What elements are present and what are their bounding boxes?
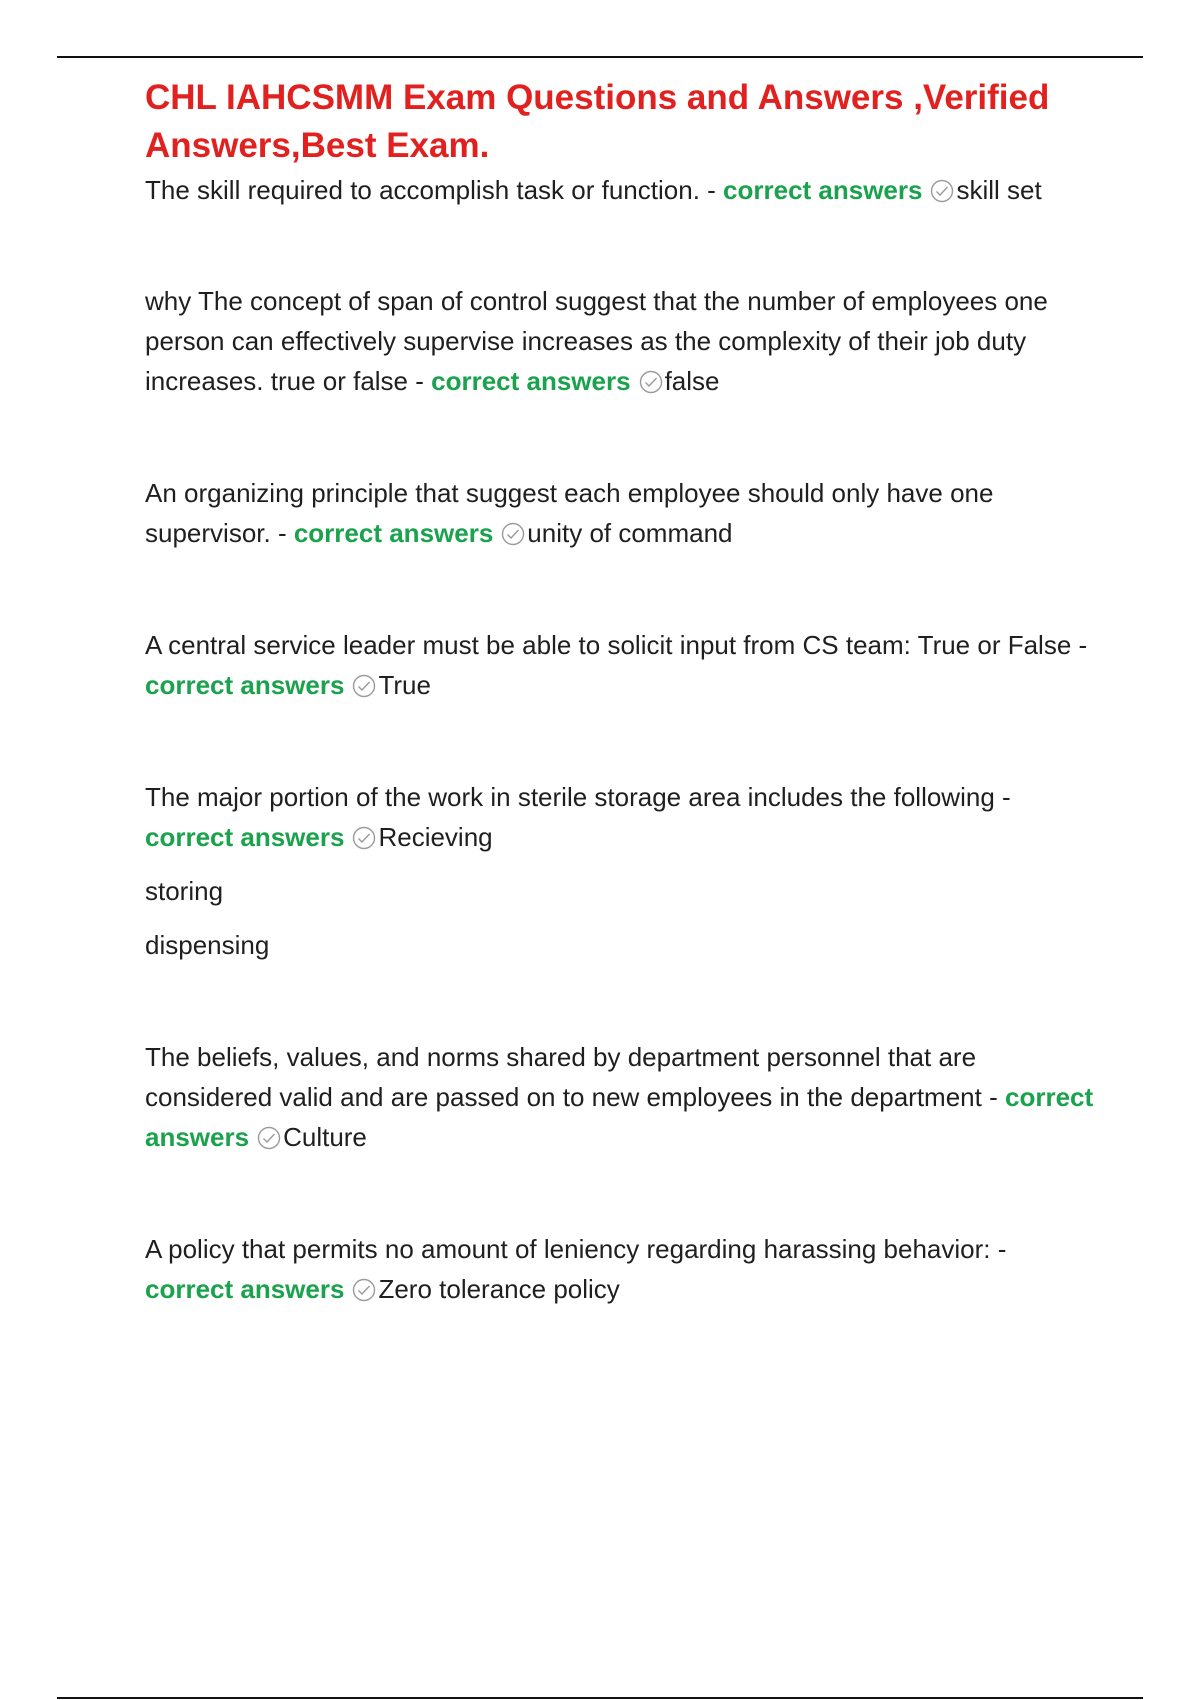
question-text: The beliefs, values, and norms shared by department personnel that are considered valid and are passed on to new employees in the department - — [145, 1042, 998, 1112]
question-text: A central service leader must be able to solicit input from CS team: True or False - — [145, 630, 1088, 660]
qa-item — [145, 281, 1095, 401]
question-text: why The concept of span of control suggest that the number of employees one person can effectively supervise increases as the complexity of their job duty increases. true or false - — [145, 286, 1048, 396]
answer-text: True — [378, 670, 431, 700]
check-circle-icon — [352, 1278, 376, 1302]
correct-answers-label: correct answers — [145, 1082, 1094, 1152]
answer-text: Culture — [283, 1122, 367, 1152]
correct-answers-label: correct answers — [293, 518, 494, 548]
qa-item — [145, 625, 1095, 705]
question-text: The skill required to accomplish task or function. - — [145, 175, 716, 205]
answer-continuation: dispensing — [145, 930, 270, 960]
qa-item — [145, 1229, 1095, 1309]
qa-item — [145, 777, 1095, 857]
check-circle-icon — [930, 179, 954, 203]
check-circle-icon — [352, 826, 376, 850]
document-title: CHL IAHCSMM Exam Questions and Answers ,Verified Answers,Best Exam. — [145, 78, 1050, 165]
answer-text: false — [664, 366, 720, 396]
correct-answers-label: correct answers — [145, 1274, 345, 1304]
check-circle-icon — [639, 370, 663, 394]
qa-item — [145, 473, 1095, 553]
qa-item — [145, 170, 1095, 210]
correct-answers-label: correct answers — [723, 175, 923, 205]
question-text: A policy that permits no amount of leniency regarding harassing behavior: - — [145, 1234, 1007, 1264]
answer-text: unity of command — [527, 518, 733, 548]
question-text: An organizing principle that suggest each employee should only have one supervisor. - — [145, 478, 994, 548]
correct-answers-label: correct answers — [145, 670, 345, 700]
answer-text: Zero tolerance policy — [378, 1274, 620, 1304]
check-circle-icon — [352, 674, 376, 698]
top-rule — [57, 56, 1143, 58]
document-body — [145, 74, 1095, 1309]
correct-answers-label: correct answers — [145, 822, 345, 852]
answer-continuation: storing — [145, 876, 224, 906]
check-circle-icon — [257, 1126, 281, 1150]
check-circle-icon — [501, 522, 525, 546]
correct-answers-label: correct answers — [431, 366, 631, 396]
question-text: The major portion of the work in sterile storage area includes the following - — [145, 782, 1011, 812]
answer-text: Recieving — [378, 822, 493, 852]
bottom-rule — [57, 1697, 1143, 1699]
qa-item — [145, 1037, 1095, 1157]
answer-text: skill set — [956, 175, 1042, 205]
